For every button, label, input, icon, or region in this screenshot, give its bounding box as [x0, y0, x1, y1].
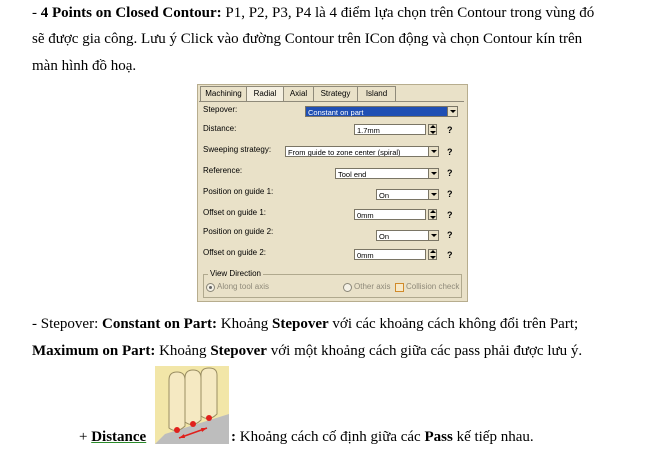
- help-icon[interactable]: ?: [447, 230, 453, 240]
- position-guide-1-select[interactable]: On: [376, 189, 439, 200]
- tab-radial[interactable]: Radial: [246, 86, 284, 102]
- heading-4-points: 4 Points on Closed Contour:: [40, 5, 222, 21]
- collision-check-label: Collision check: [406, 282, 460, 291]
- view-direction-title: View Direction: [210, 269, 261, 278]
- help-icon[interactable]: ?: [447, 210, 453, 220]
- offset-guide-2-input[interactable]: 0mm: [354, 249, 426, 260]
- distance-description: + Distance: [79, 429, 147, 445]
- along-tool-axis-radio[interactable]: [206, 283, 215, 292]
- help-icon[interactable]: ?: [447, 189, 453, 199]
- radial-parameters-dialog: [197, 84, 468, 302]
- distance-input[interactable]: 1.7mm: [354, 124, 426, 135]
- distance-term: Distance: [91, 429, 147, 445]
- chevron-down-icon[interactable]: [428, 190, 438, 199]
- tab-axial[interactable]: Axial: [283, 86, 314, 101]
- radial-panel: [199, 101, 464, 299]
- tab-machining[interactable]: Machining: [200, 86, 247, 101]
- help-icon[interactable]: ?: [447, 168, 453, 178]
- distance-illustration: [155, 366, 229, 444]
- collision-check-checkbox[interactable]: [395, 283, 404, 292]
- stepover-select[interactable]: Constant on part: [305, 106, 458, 117]
- stepover-description-line-2: Maximum on Part: Khoảng Stepover với một khoảng cách giữa các pass phải được lưu ý.: [32, 343, 583, 359]
- offset-guide-1-input[interactable]: 0mm: [354, 209, 426, 220]
- offset-guide-2-spinner[interactable]: [428, 249, 437, 260]
- distance-definition: : Khoảng cách cố định giữa các Pass kế tiếp nhau.: [231, 429, 534, 445]
- reference-select[interactable]: Tool end: [335, 168, 439, 179]
- reference-label: Reference:: [203, 166, 243, 175]
- chevron-down-icon[interactable]: [428, 147, 438, 156]
- stepover-label: Stepover:: [203, 105, 238, 114]
- offset-guide-1-spinner[interactable]: [428, 209, 437, 220]
- help-icon[interactable]: ?: [447, 125, 453, 135]
- chevron-down-icon[interactable]: [447, 107, 457, 116]
- offset-guide-1-label: Offset on guide 1:: [203, 208, 267, 217]
- paragraph-line-3: màn hình đồ hoạ.: [32, 58, 137, 74]
- chevron-down-icon[interactable]: [428, 231, 438, 240]
- position-guide-2-label: Position on guide 2:: [203, 227, 274, 236]
- along-tool-axis-label: Along tool axis: [217, 282, 270, 291]
- help-icon[interactable]: ?: [447, 250, 453, 260]
- offset-guide-2-label: Offset on guide 2:: [203, 248, 267, 257]
- other-axis-label: Other axis: [354, 282, 391, 291]
- position-guide-2-select[interactable]: On: [376, 230, 439, 241]
- other-axis-radio[interactable]: [343, 283, 352, 292]
- paragraph-line-2: sẽ được gia công. Lưu ý Click vào đường Contour trên ICon động và chọn Contour kín trên: [32, 31, 583, 47]
- sweeping-strategy-label: Sweeping strategy:: [203, 145, 272, 154]
- paragraph-line-1: - 4 Points on Closed Contour: P1, P2, P3, P4 là 4 điểm lựa chọn trên Contour trong vùng đó: [32, 5, 595, 21]
- position-guide-1-label: Position on guide 1:: [203, 187, 274, 196]
- stepover-description-line-1: - Stepover: Constant on Part: Khoảng Stepover với các khoảng cách không đổi trên Part;: [32, 316, 579, 332]
- tab-island[interactable]: Island: [357, 86, 396, 101]
- chevron-down-icon[interactable]: [428, 169, 438, 178]
- distance-spinner[interactable]: [428, 124, 437, 135]
- tool-passes-icon: [155, 366, 229, 444]
- distance-label: Distance:: [203, 124, 237, 133]
- tab-strategy[interactable]: Strategy: [313, 86, 358, 101]
- help-icon[interactable]: ?: [447, 147, 453, 157]
- sweeping-strategy-select[interactable]: From guide to zone center (spiral): [285, 146, 439, 157]
